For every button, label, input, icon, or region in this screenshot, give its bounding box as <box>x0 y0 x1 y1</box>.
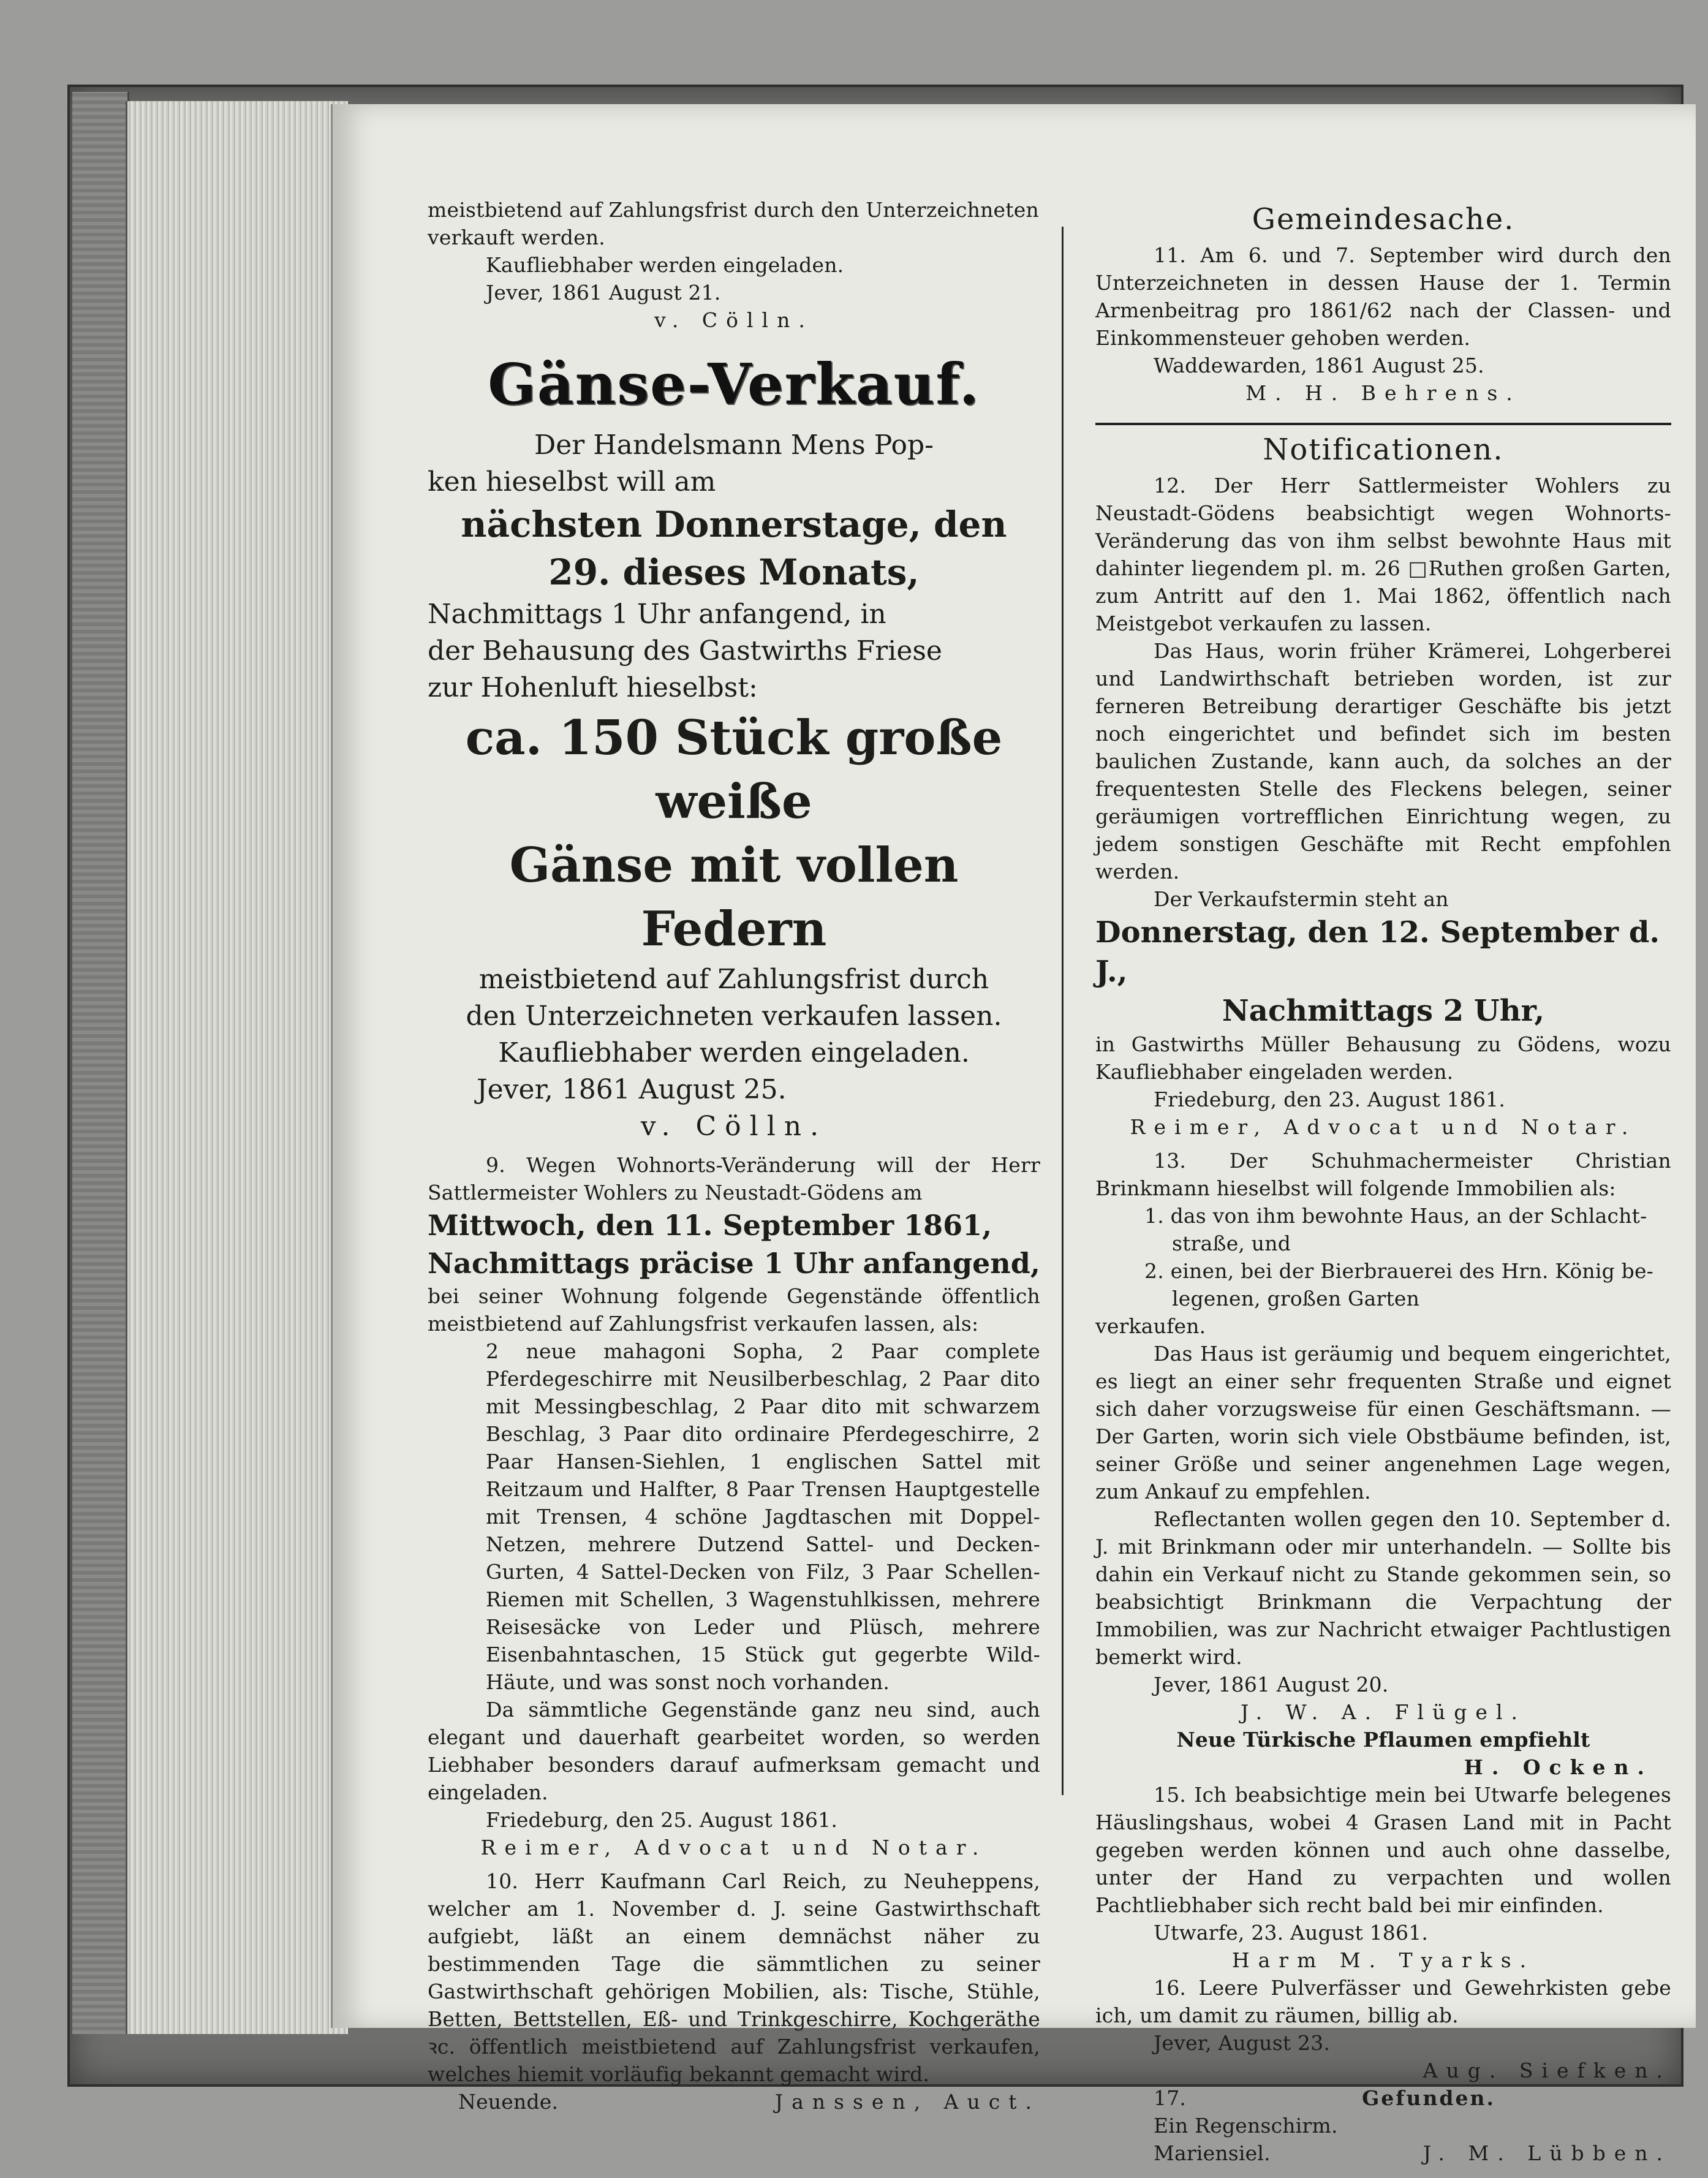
intro-signature: v. Cölln. <box>654 308 814 332</box>
newspaper-page <box>331 104 1696 2165</box>
intro-line: verkauft werden. <box>428 225 605 249</box>
notice-13-body: Das Haus ist geräumig und bequem eingerichtet, es liegt an einer sehr frequenten Straße und eignet sich daher vorzugsweise für einen Geschäftsmann. — Der Garten, worin sich viele Obstbäume befinden, ist, seiner Größe und seiner angenehmen Lage wegen, zum Ankauf zu empfehlen. <box>1095 1342 1671 1503</box>
notice-17-signature: J. M. Lübben. <box>1423 2141 1671 2165</box>
notice-9-signature: Reimer, Advocat und Notar. <box>480 1836 988 1859</box>
notice-10-body: 10. Herr Kaufmann Carl Reich, zu Neuheppens, welcher am 1. November d. J. seine Gastwirthschaft aufgiebt, läßt an einem demnächst näher zu bestimmenden Tage die sämmtlichen zu seiner Gastwirthschaft gehörigen Mobilien, als: Tische, Stühle, Betten, Bettstellen, Eß- und Trinkgeschirre, Kochgeräthe ꝛc. öffentlich meistbietend auf Zahlungsfrist verkaufen, welches hiemit vorläufig bekannt gemacht wird. <box>428 1869 1040 2086</box>
goose-line: Jever, 1861 August 25. <box>477 1074 787 1105</box>
goose-line: 29. dieses Monats, <box>548 551 920 593</box>
section-rule <box>1095 423 1671 425</box>
notice-14-heading: Neue Türkische Pflaumen empfiehlt <box>1176 1728 1590 1752</box>
notice-11-signature: M. H. Behrens. <box>1245 381 1521 405</box>
section-heading-notificationen: Notificationen. <box>1263 433 1504 467</box>
goose-signature: v. Cölln. <box>640 1111 828 1142</box>
notice-12-signature: Reimer, Advocat und Notar. <box>1130 1115 1637 1139</box>
notice-12-where: in Gastwirths Müller Behausung zu Gödens, wozu Kaufliebhaber eingeladen werden. <box>1095 1032 1671 1084</box>
goose-line: ken hieselbst will am <box>428 466 716 497</box>
notice-14-signature: H. Ocken. <box>1464 1755 1653 1779</box>
notice-12-term: Der Verkaufstermin steht an <box>1154 887 1449 911</box>
notice-17-number: 17. <box>1154 2086 1187 2110</box>
notice-13-item: 2. einen, bei der Bierbrauerei des Hrn. König be- <box>1144 1259 1654 1283</box>
page-edges <box>126 101 348 2034</box>
notice-12-description: Das Haus, worin früher Krämerei, Lohgerberei und Landwirthschaft betrieben worden, ist zur ferneren Betreibung derartiger Geschäfte bis jetzt noch eingerichtet und befindet sich im besten baulichen Zustande, kann auch, da solches an der frequentesten Stelle des Fleckens belegen, seiner geräumigen vortrefflichen Einrichtung wegen, zu jedem sonstigen Geschäfte mit Recht empfohlen werden. <box>1095 639 1671 883</box>
notice-9-place: Friedeburg, den 25. August 1861. <box>486 1808 838 1832</box>
notice-9-items: 2 neue mahagoni Sopha, 2 Paar complete Pferdegeschirre mit Neusilberbeschlag, 2 Paar dito mit Messingbeschlag, 2 Paar dito mit schwarzem Beschlag, 3 Paar dito ordinaire Pferdegeschirre, 2 Paar Hansen-Siehlen, 1 englischen Sattel mit Reitzaum und Halfter, 8 Paar Trensen Hauptgestelle mit Trensen, 4 schöne Jagdtaschen mit Doppel-Netzen, mehrere Dutzend Sattel- und Decken-Gurten, 4 Sattel-Decken von Filz, 3 Paar Schellen-Riemen mit Schellen, 3 Wagenstuhlkissen, mehrere Reisesäcke von Leder und Plüsch, mehrere Eisenbahntaschen, 15 Stück gut gegerbte Wild-Häute, und was sonst noch vorhanden. <box>486 1339 1040 1694</box>
left-column <box>428 196 1040 2116</box>
intro-line: Kaufliebhaber werden eingeladen. <box>486 253 844 277</box>
notice-9-closing: Da sämmtliche Gegenstände ganz neu sind, auch elegant und dauerhaft gearbeitet worden, so werden Liebhaber besonders darauf aufmerksam gemacht und eingeladen. <box>428 1698 1040 1804</box>
goose-line: nächsten Donnerstage, den <box>461 504 1007 545</box>
section-heading-gemeindesache: Gemeindesache. <box>1252 202 1515 236</box>
column-divider <box>1062 227 1064 1795</box>
notice-13-body-2: Reflectanten wollen gegen den 10. September d. J. mit Brinkmann oder mir unterhandeln. — Sollte bis dahin ein Verkauf nicht zu Stande gekommen sein, so beabsichtigt Brinkmann die Verpachtung der Immobilien, was zur Nachricht etwaiger Pachtlustigen bemerkt wird. <box>1095 1507 1671 1669</box>
notice-9-time: Nachmittags präcise 1 Uhr anfangend, <box>428 1247 1040 1280</box>
notice-13-intro: 13. Der Schuhmachermeister Christian Brinkmann hieselbst will folgende Immobilien als: <box>1095 1149 1671 1200</box>
notice-12-place: Friedeburg, den 23. August 1861. <box>1154 1087 1506 1111</box>
notice-13-sell: verkaufen. <box>1095 1314 1206 1338</box>
notice-10-place: Neuende. <box>458 2090 559 2114</box>
goose-line: Nachmittags 1 Uhr anfangend, in <box>428 599 886 630</box>
notice-11-body: 11. Am 6. und 7. September wird durch den Unterzeichneten in dessen Hause der 1. Termin Armenbeitrag pro 1861/62 nach der Classen- und Einkommensteuer gehoben werden. <box>1095 243 1671 350</box>
goose-line: ca. 150 Stück große weiße <box>465 710 1003 830</box>
notice-17-place: Mariensiel. <box>1154 2141 1271 2165</box>
goose-line: Gänse mit vollen Federn <box>509 838 959 957</box>
notice-16-signature: Aug. Siefken. <box>1423 2059 1671 2082</box>
notice-15-body: 15. Ich beabsichtige mein bei Utwarfe belegenes Häuslingshaus, wobei 4 Grasen Land mit in Pacht gegeben werden können und auch ohne dasselbe, unter der Hand zu verpachten und wollen Pachtliebhaber sich recht bald bei mir einfinden. <box>1095 1783 1671 1917</box>
right-column <box>1095 196 1671 2167</box>
goose-line: zur Hohenluft hieselbst: <box>428 672 758 703</box>
notice-9-date: Mittwoch, den 11. September 1861, <box>428 1209 992 1242</box>
notice-15-place: Utwarfe, 23. August 1861. <box>1154 1921 1429 1945</box>
notice-12-body: 12. Der Herr Sattlermeister Wohlers zu Neustadt-Gödens beabsichtigt wegen Wohnorts-Veränderung das von ihm selbst bewohnte Haus mit dahinter liegendem pl. m. 26 □Ruthen großen Garten, zum Antritt auf den 1. Mai 1862, öffentlich nach Meistgebot verkaufen zu lassen. <box>1095 474 1671 635</box>
notice-17-item: Ein Regenschirm. <box>1154 2114 1338 2138</box>
goose-line: meistbietend auf Zahlungsfrist durch <box>478 964 989 995</box>
notice-16-body: 16. Leere Pulverfässer und Gewehrkisten gebe ich, um damit zu räumen, billig ab. <box>1095 1976 1671 2027</box>
notice-11-place: Waddewarden, 1861 August 25. <box>1154 354 1484 377</box>
notice-13-signature: J. W. A. Flügel. <box>1241 1700 1526 1724</box>
notice-13-item: legenen, großen Garten <box>1172 1287 1420 1310</box>
notice-15-signature: Harm M. Tyarks. <box>1231 1948 1535 1972</box>
notice-13-item: 1. das von ihm bewohnte Haus, an der Schlacht- <box>1144 1204 1647 1228</box>
intro-line: Jever, 1861 August 21. <box>486 281 721 304</box>
goose-sale-headline: Gänse-Verkauf. <box>488 351 980 417</box>
notice-17-heading: Gefunden. <box>1362 2086 1495 2110</box>
notice-16-place: Jever, August 23. <box>1154 2031 1331 2055</box>
goose-line: Kaufliebhaber werden eingeladen. <box>498 1037 970 1068</box>
notice-10-signature: Janssen, Auct. <box>774 2090 1040 2114</box>
goose-line: Der Handelsmann Mens Pop- <box>534 429 934 461</box>
notice-12-date: Donnerstag, den 12. September d. J., <box>1095 915 1660 989</box>
notice-13-place: Jever, 1861 August 20. <box>1154 1673 1389 1696</box>
notice-12-time: Nachmittags 2 Uhr, <box>1222 994 1545 1028</box>
notice-9-intro: 9. Wegen Wohnorts-Veränderung will der Herr Sattlermeister Wohlers zu Neustadt-Gödens am <box>428 1153 1040 1204</box>
goose-line: der Behausung des Gastwirths Friese <box>428 635 942 667</box>
notice-13-item: straße, und <box>1172 1231 1291 1255</box>
goose-line: den Unterzeichneten verkaufen lassen. <box>466 1000 1002 1032</box>
book-spine <box>72 92 129 2034</box>
intro-line: meistbietend auf Zahlungsfrist durch den Unterzeichneten <box>428 198 1039 222</box>
notice-9-body: bei seiner Wohnung folgende Gegenstände öffentlich meistbietend auf Zahlungsfrist verkaufen lassen, als: <box>428 1284 1040 1336</box>
